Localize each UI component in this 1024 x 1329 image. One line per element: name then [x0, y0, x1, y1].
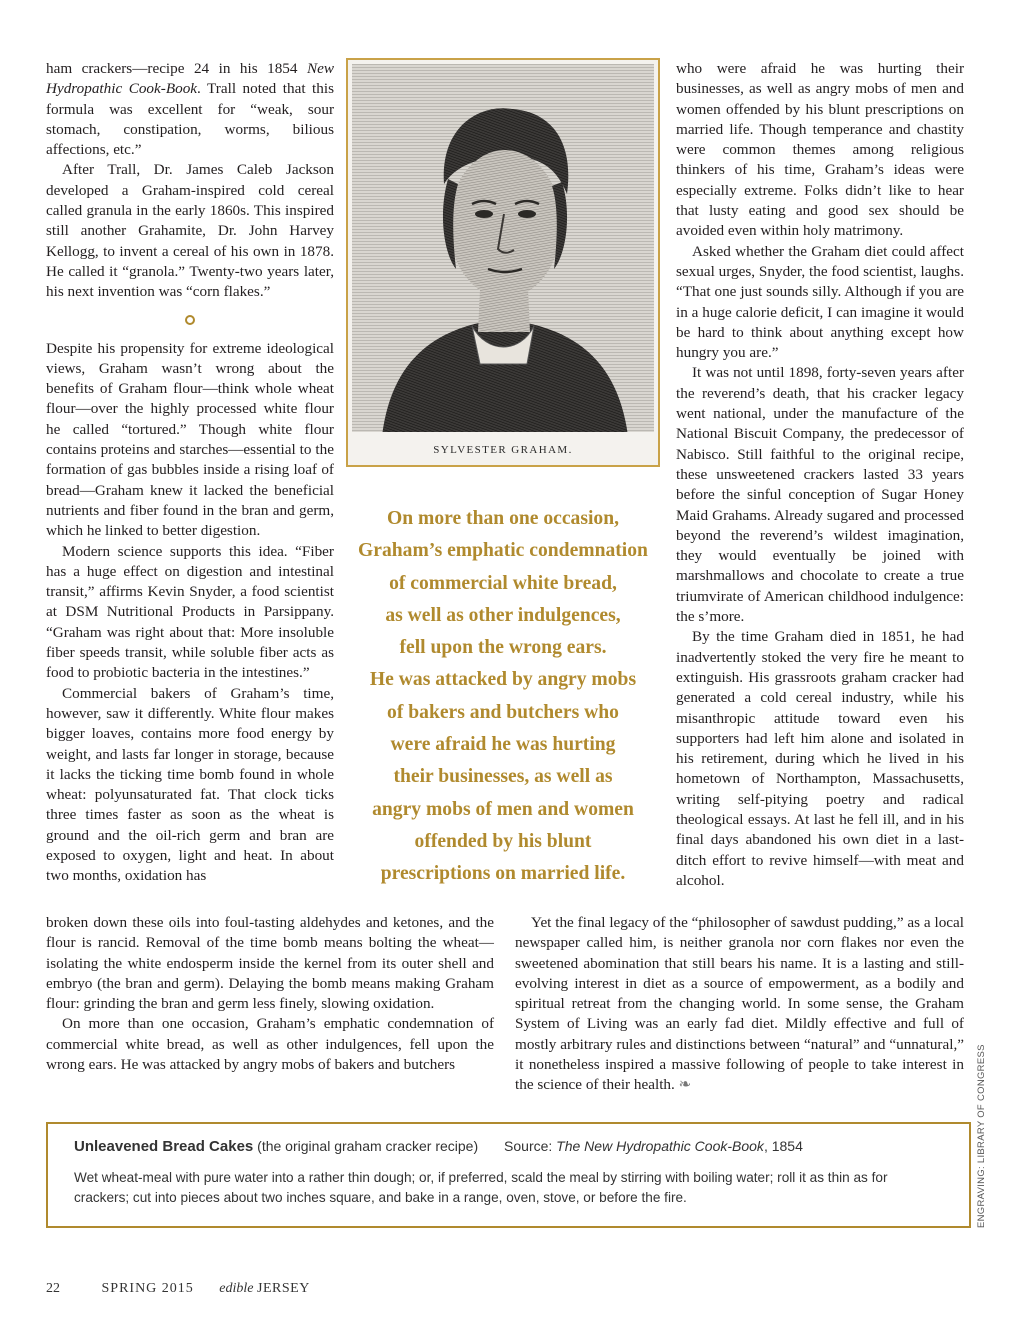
paragraph: After Trall, Dr. James Caleb Jackson developed a Graham-inspired cold cereal called granula in the early 1860s. This inspired still another Grahamite, Dr. John Harvey Kellogg, to invent a cereal of his own in 1878. He called it “granola.” Twenty-two years later, his next invention was “corn flakes.”	[46, 161, 334, 301]
paragraph	[515, 913, 964, 1096]
paragraph: Despite his propensity for extreme ideological views, Graham wasn’t wrong about the benefits of Graham flour—think whole wheat flour—over the highly processed white flour he called “tortured.” Though white flour contains proteins and starches—essential to the formation of gas bubbles inside a rising loaf of bread—Graham knew it lacked the beneficial nutrients and fiber found in the bran and germ, which he linked to better digestion.	[46, 339, 334, 540]
pull-quote-line: were afraid he was hurting	[390, 734, 616, 756]
paragraph-text: ham crackers—recipe 24 in his 1854	[46, 60, 307, 77]
pull-quote-line: Graham’s emphatic condemnation	[358, 540, 648, 562]
article-column-lower-right	[515, 913, 964, 1096]
page-number: 22	[46, 1281, 60, 1296]
portrait-engraving	[346, 58, 660, 467]
recipe-title: Unleavened Bread Cakes	[74, 1138, 254, 1155]
source-year: , 1854	[763, 1138, 803, 1154]
paragraph: By the time Graham died in 1851, he had inadvertently stoked the very fire he meant to extinguish. His grassroots graham cracker had generated a cold cereal industry, while his misanthropic attitude toward even his supporters had left him alone and isolated in his retirement, during which he lived in his hometown of Northampton, Massachusetts, writing self-pitying poetry and radical theological essays. At last he fell ill, and in his final days abandoned his own diet in a last-ditch effort to revive himself—with meat and alcohol.	[676, 628, 964, 889]
page-footer	[46, 1281, 310, 1297]
circle-ornament-icon	[185, 315, 195, 325]
pull-quote-line: offended by his blunt	[414, 830, 592, 852]
paragraph: Commercial bakers of Graham’s time, however, saw it differently. White flour makes bigger loaves, contains more food energy by weight, and lasts far longer in storage, because it lacks the ticking time bomb found in whole wheat: polyunsaturated fat. That clock ticks three times faster as soon as the wheat is ground and the oil-rich germ and bran are exposed to oxygen, light and heat. In about two months, oxidation has	[46, 684, 334, 885]
paragraph-text: . Trall noted that this formula was excellent for “weak, sour stomach, constipation, worms, bilious affections, etc.”	[46, 80, 334, 159]
article-column-left	[46, 59, 334, 887]
source-title: The New Hydropathic Cook-Book	[556, 1138, 764, 1154]
brand-edible: edible	[219, 1281, 254, 1296]
pull-quote-line: prescriptions on married life.	[380, 863, 626, 885]
pull-quote-line: fell upon the wrong ears.	[399, 637, 607, 659]
paragraph: Modern science supports this idea. “Fiber has a huge effect on digestion and intestinal transit,” affirms Kevin Snyder, a food scientist at DSM Nutritional Products in Parsippany. “Graham was right about that: More insoluble fiber speeds transit, while soluble fiber acts as food to probiotic bacteria in the intestines.”	[46, 542, 334, 682]
paragraph: broken down these oils into foul-tasting aldehydes and ketones, and the flour is rancid. Removal of the time bomb means bolting the wheat—isolating the white endosperm inside the kernel from its outer shell and embryo (the bran and germ). Delaying the bomb means making Graham flour: grinding the bran and germ less finely, slowing oxidation.	[46, 914, 494, 1013]
paragraph: Asked whether the Graham diet could affect sexual urges, Snyder, the food scientist, laughs. “That one just sounds silly. Although if you are in a huge calorie deficit, I can imagine it would be hard to think about anything except how hungry you are.”	[676, 242, 964, 362]
image-credit: ENGRAVING: LIBRARY OF CONGRESS	[976, 1044, 987, 1228]
paragraph: who were afraid he was hurting their businesses, as well as angry mobs of men and women offended by his blunt prescriptions on married life. Though temperance and chastity were common themes among religious thinkers of his time, Graham’s ideas were especially extreme. Folks didn’t like to hear that lusty eating and good sex should be avoided even within holy matrimony.	[676, 60, 964, 240]
pull-quote-line: He was attacked by angry mobs	[369, 669, 637, 691]
source-label: Source:	[504, 1138, 557, 1154]
recipe-subtitle: (the original graham cracker recipe)	[257, 1138, 479, 1154]
pull-quote	[346, 503, 660, 891]
recipe-source	[504, 1138, 803, 1154]
book-title: New Hydropathic Cook-Book	[46, 60, 334, 98]
section-divider	[46, 311, 334, 335]
recipe-box	[46, 1122, 971, 1228]
portrait-caption: SYLVESTER GRAHAM.	[433, 444, 573, 456]
pull-quote-line: their businesses, as well as	[393, 766, 613, 788]
pull-quote-line: of bakers and butchers who	[387, 701, 619, 723]
issue-date: SPRING 2015	[101, 1281, 194, 1296]
paragraph	[46, 59, 334, 160]
pull-quote-line: as well as other indulgences,	[385, 604, 621, 626]
paragraph: It was not until 1898, forty-seven years after the reverend’s death, that his cracker legacy went national, under the manufacture of the National Biscuit Company, the predecessor of Nabisco. Still faithful to the original recipe, these unsweetened crackers lasted 33 years before the sinful conception of Sugar Honey Maid Grahams. Already sugared and processed beyond the reverend’s wildest imagination, they would eventually be joined with marshmallows and chocolate to create a true triumvirate of American childhood indulgence: the s’more.	[676, 364, 964, 626]
pull-quote-line: On more than one occasion,	[386, 508, 620, 529]
brand-jersey: JERSEY	[257, 1281, 310, 1296]
pull-quote-line: angry mobs of men and women	[372, 798, 634, 820]
paragraph: On more than one occasion, Graham’s emphatic condemnation of commercial white bread, as well as other indulgences, fell upon the wrong ears. He was attacked by angry mobs of bakers and butchers	[46, 1015, 494, 1074]
end-mark-icon: ❧	[678, 1076, 692, 1094]
recipe-header	[74, 1138, 803, 1155]
portrait-illustration	[352, 64, 654, 436]
article-column-right	[676, 59, 964, 891]
pull-quote-line: of commercial white bread,	[389, 572, 617, 594]
article-column-lower-left	[46, 913, 494, 1075]
paragraph-text: Yet the final legacy of the “philosopher of sawdust pudding,” as a local newspaper called him, is neither granola nor corn flakes nor even the sweetened abomination that still bears his name. It is a lasting and still-evolving interest in diet as a source of empowerment, as a bodily and spiritual retreat from the changing world. In some sense, the Graham System of Living was an early fad diet. Mildly effective and full of mostly arbitrary rules and distinctions between “natural” and “unnatural,” it nonetheless inspired a massive following of people to take interest in the science of their health.	[515, 914, 964, 1094]
recipe-instructions: Wet wheat-meal with pure water into a rather thin dough; or, if preferred, scald the meal by stirring with boiling water; roll it as thin as for crackers; cut into pieces about two inches square, and bake in a range, oven, stove, or before the fire.	[74, 1170, 888, 1205]
